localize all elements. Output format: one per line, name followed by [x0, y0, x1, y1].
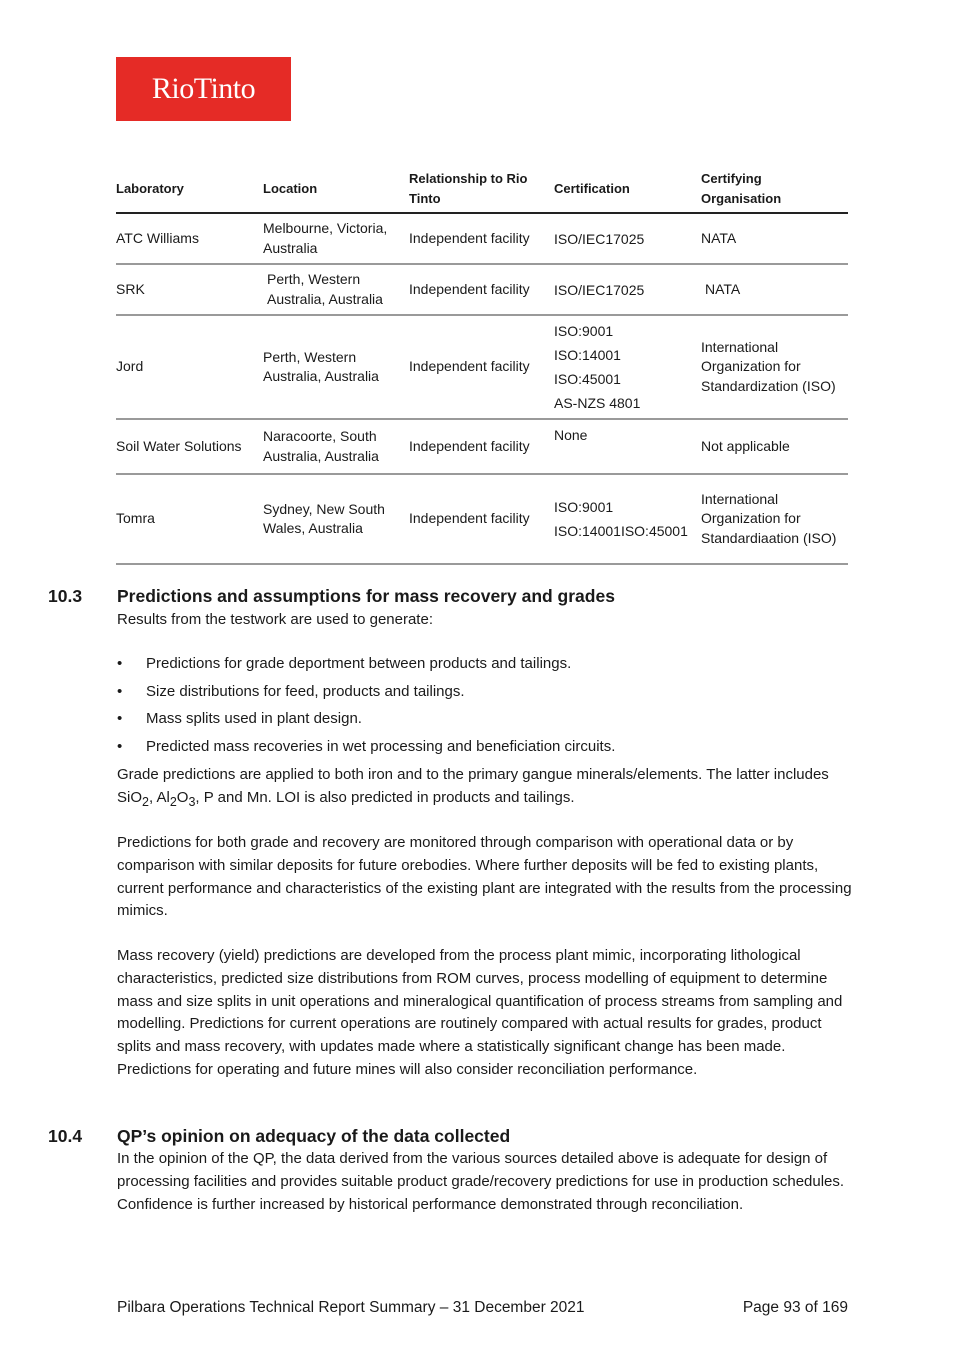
cert-line: ISO:14001ISO:45001	[554, 523, 688, 539]
header-relationship: Relationship to Rio Tinto	[409, 163, 554, 213]
table-row	[116, 474, 848, 564]
list-item	[117, 681, 852, 709]
cell-relationship: Independent facility	[409, 213, 554, 264]
cert-line: ISO/IEC17025	[554, 281, 645, 298]
bullet-text: Size distributions for feed, products and tailings.	[146, 682, 465, 700]
cell-location: Sydney, New South Wales, Australia	[263, 474, 409, 564]
subscript: 3	[188, 794, 196, 809]
list-item	[117, 653, 852, 681]
bullet-text: Mass splits used in plant design.	[146, 710, 362, 728]
bullet-icon: •	[117, 655, 123, 672]
laboratory-table	[116, 163, 848, 565]
bullet-text: Predicted mass recoveries in wet processing and beneficiation circuits.	[146, 738, 616, 756]
text-run: O	[176, 788, 189, 806]
cell-certification	[554, 474, 701, 564]
cell-relationship: Independent facility	[409, 419, 554, 474]
bullet-text: Predictions for grade deportment between products and tailings.	[146, 655, 572, 672]
rio-tinto-logo: RioTinto	[116, 57, 291, 121]
section-number: 10.4	[48, 1126, 83, 1146]
table-header-row	[116, 163, 848, 213]
cert-line: ISO:9001	[554, 323, 614, 339]
header-certifying-organisation: Certifying Organisation	[701, 163, 848, 213]
table-row	[116, 419, 848, 474]
cell-organisation: International Organization for Standardization (ISO)	[701, 315, 848, 419]
list-item	[117, 708, 852, 736]
cell-certification	[554, 315, 701, 419]
header-location: Location	[263, 163, 409, 213]
cert-line: ISO:14001	[554, 347, 621, 363]
prediction-bullet-list	[117, 653, 852, 764]
cell-relationship: Independent facility	[409, 264, 554, 315]
text-run: Grade predictions are applied to both iron and to the primary gangue minerals/elements. The latter includes SiO	[117, 766, 829, 806]
cell-relationship: Independent facility	[409, 474, 554, 564]
subscript: 2	[169, 794, 177, 809]
section-number: 10.3	[48, 586, 83, 606]
table-row	[116, 264, 848, 315]
cert-line: ISO:9001	[554, 499, 614, 515]
qp-opinion-paragraph: In the opinion of the QP, the data derived from the various sources detailed above is adequate for design of processing facilities and provides suitable product grade/recovery predictions for use in production schedules. Confidence is further increased by historical performance demonstrated through reconciliation.	[117, 1150, 845, 1213]
cert-line: AS-NZS 4801	[554, 395, 641, 411]
cell-organisation: NATA	[701, 264, 848, 315]
header-laboratory: Laboratory	[116, 163, 263, 213]
cell-laboratory: Tomra	[116, 474, 263, 564]
cell-laboratory: SRK	[116, 264, 263, 315]
bullet-icon: •	[117, 738, 123, 756]
subscript: 2	[142, 794, 149, 809]
cert-line: ISO:45001	[554, 371, 621, 387]
text-run: , Al	[148, 788, 170, 806]
cell-laboratory: Soil Water Solutions	[116, 419, 263, 474]
cell-certification	[554, 264, 701, 315]
footer-page-number: Page 93 of 169	[742, 1299, 848, 1316]
cell-organisation: International Organization for Standardiaation (ISO)	[701, 474, 848, 564]
footer-report-title: Pilbara Operations Technical Report Summary – 31 December 2021	[117, 1299, 585, 1316]
bullet-icon: •	[117, 710, 123, 728]
monitoring-paragraph: Predictions for both grade and recovery are monitored through comparison with operational data or by comparison with similar deposits for future orebodies. Where further deposits will be fed to existing plants, current performance and characteristics of the existing plant are integrated with the results from the processing mimics.	[117, 834, 852, 920]
cell-location: Perth, Western Australia, Australia	[263, 264, 409, 315]
cell-certification	[554, 213, 701, 264]
cell-certification	[554, 419, 701, 474]
cell-relationship: Independent facility	[409, 315, 554, 419]
section-title: QP’s opinion on adequacy of the data collected	[117, 1126, 511, 1146]
text-run: , P and Mn. LOI is also predicted in products and tailings.	[195, 788, 575, 806]
section-10-3-intro: Results from the testwork are used to generate:	[117, 611, 433, 628]
cell-location: Naracoorte, South Australia, Australia	[263, 419, 409, 474]
cert-line: None	[554, 427, 588, 443]
table-row	[116, 315, 848, 419]
cert-line: ISO/IEC17025	[554, 230, 645, 247]
cell-location: Perth, Western Australia, Australia	[263, 315, 409, 419]
cell-organisation: NATA	[701, 213, 848, 264]
grade-predictions-paragraph	[117, 764, 852, 814]
cell-laboratory: ATC Williams	[116, 213, 263, 264]
header-certification: Certification	[554, 163, 701, 213]
section-title: Predictions and assumptions for mass recovery and grades	[117, 586, 615, 606]
table-row	[116, 213, 848, 264]
cell-organisation: Not applicable	[701, 419, 848, 474]
bullet-icon: •	[117, 682, 123, 700]
mass-recovery-paragraph: Mass recovery (yield) predictions are developed from the process plant mimic, incorporating lithological characteristics, predicted size distributions from ROM curves, process modelling of equipment to determine mass and size splits in unit operations and mineralogical quantification of process streams from sampling and modelling. Predictions for current operations are routinely compared with actual results for grades, product splits and mass recovery, with updates made where a statistically significant change has been made. Predictions for operating and future mines will also consider reconciliation performance.	[117, 947, 843, 1078]
cell-laboratory: Jord	[116, 315, 263, 419]
list-item	[117, 736, 852, 764]
cell-location: Melbourne, Victoria, Australia	[263, 213, 409, 264]
